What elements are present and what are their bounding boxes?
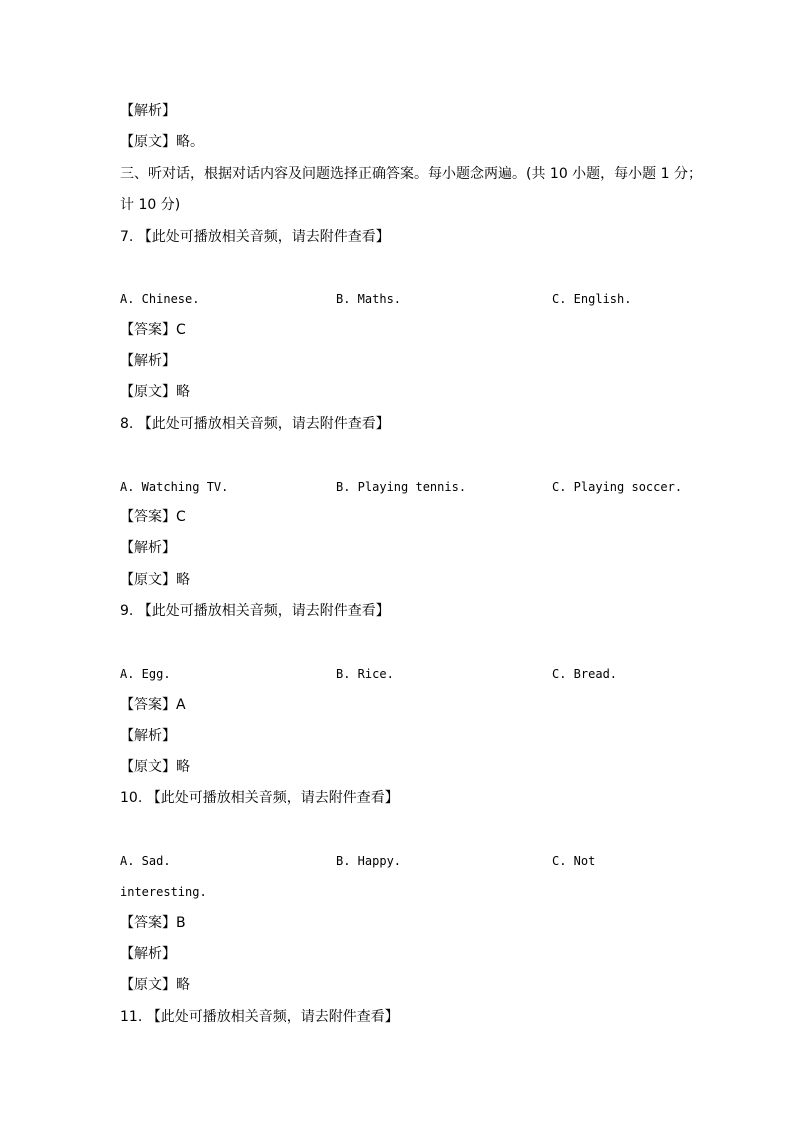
question-8-prompt: 8. 【此处可播放相关音频，请去附件查看】: [120, 416, 390, 432]
question-9-prompt: 9. 【此处可播放相关音频，请去附件查看】: [120, 603, 390, 619]
question-7-original: 【原文】略: [120, 384, 190, 400]
question-8-option-b: B. Playing tennis.: [336, 480, 467, 494]
question-8-analysis: 【解析】: [120, 540, 176, 556]
question-8-answer: 【答案】C: [120, 509, 186, 525]
question-10-option-c: C. Not: [552, 854, 596, 868]
question-8-option-c: C. Playing soccer.: [552, 480, 683, 494]
question-7-prompt: 7. 【此处可播放相关音频，请去附件查看】: [120, 229, 390, 245]
question-7-option-c: C. English.: [552, 292, 632, 306]
question-7-answer: 【答案】C: [120, 322, 186, 338]
question-10-analysis: 【解析】: [120, 946, 176, 962]
question-9-answer: 【答案】A: [120, 697, 186, 713]
question-11-prompt: 11. 【此处可播放相关音频，请去附件查看】: [120, 1009, 399, 1025]
question-10-option-b: B. Happy.: [336, 854, 402, 868]
question-10-option-c-continued: interesting.: [120, 885, 207, 899]
question-7-analysis: 【解析】: [120, 353, 176, 369]
section-heading-line1: 三、听对话，根据对话内容及问题选择正确答案。每小题念两遍。(共 10 小题，每小题 1 分；: [120, 166, 702, 182]
prev-original: 【原文】略。: [120, 134, 204, 150]
question-9-analysis: 【解析】: [120, 728, 176, 744]
question-9-option-a: A. Egg.: [120, 667, 171, 681]
question-10-original: 【原文】略: [120, 977, 190, 993]
prev-analysis: 【解析】: [120, 103, 176, 119]
question-7-option-a: A. Chinese.: [120, 292, 200, 306]
question-7-option-b: B. Maths.: [336, 292, 402, 306]
question-10-answer: 【答案】B: [120, 915, 186, 931]
question-9-original: 【原文】略: [120, 759, 190, 775]
question-8-option-a: A. Watching TV.: [120, 480, 229, 494]
question-9-option-b: B. Rice.: [336, 667, 394, 681]
question-10-prompt: 10. 【此处可播放相关音频，请去附件查看】: [120, 790, 399, 806]
section-heading-line2: 计 10 分): [120, 197, 181, 213]
question-9-option-c: C. Bread.: [552, 667, 618, 681]
question-10-option-a: A. Sad.: [120, 854, 171, 868]
question-8-original: 【原文】略: [120, 572, 190, 588]
